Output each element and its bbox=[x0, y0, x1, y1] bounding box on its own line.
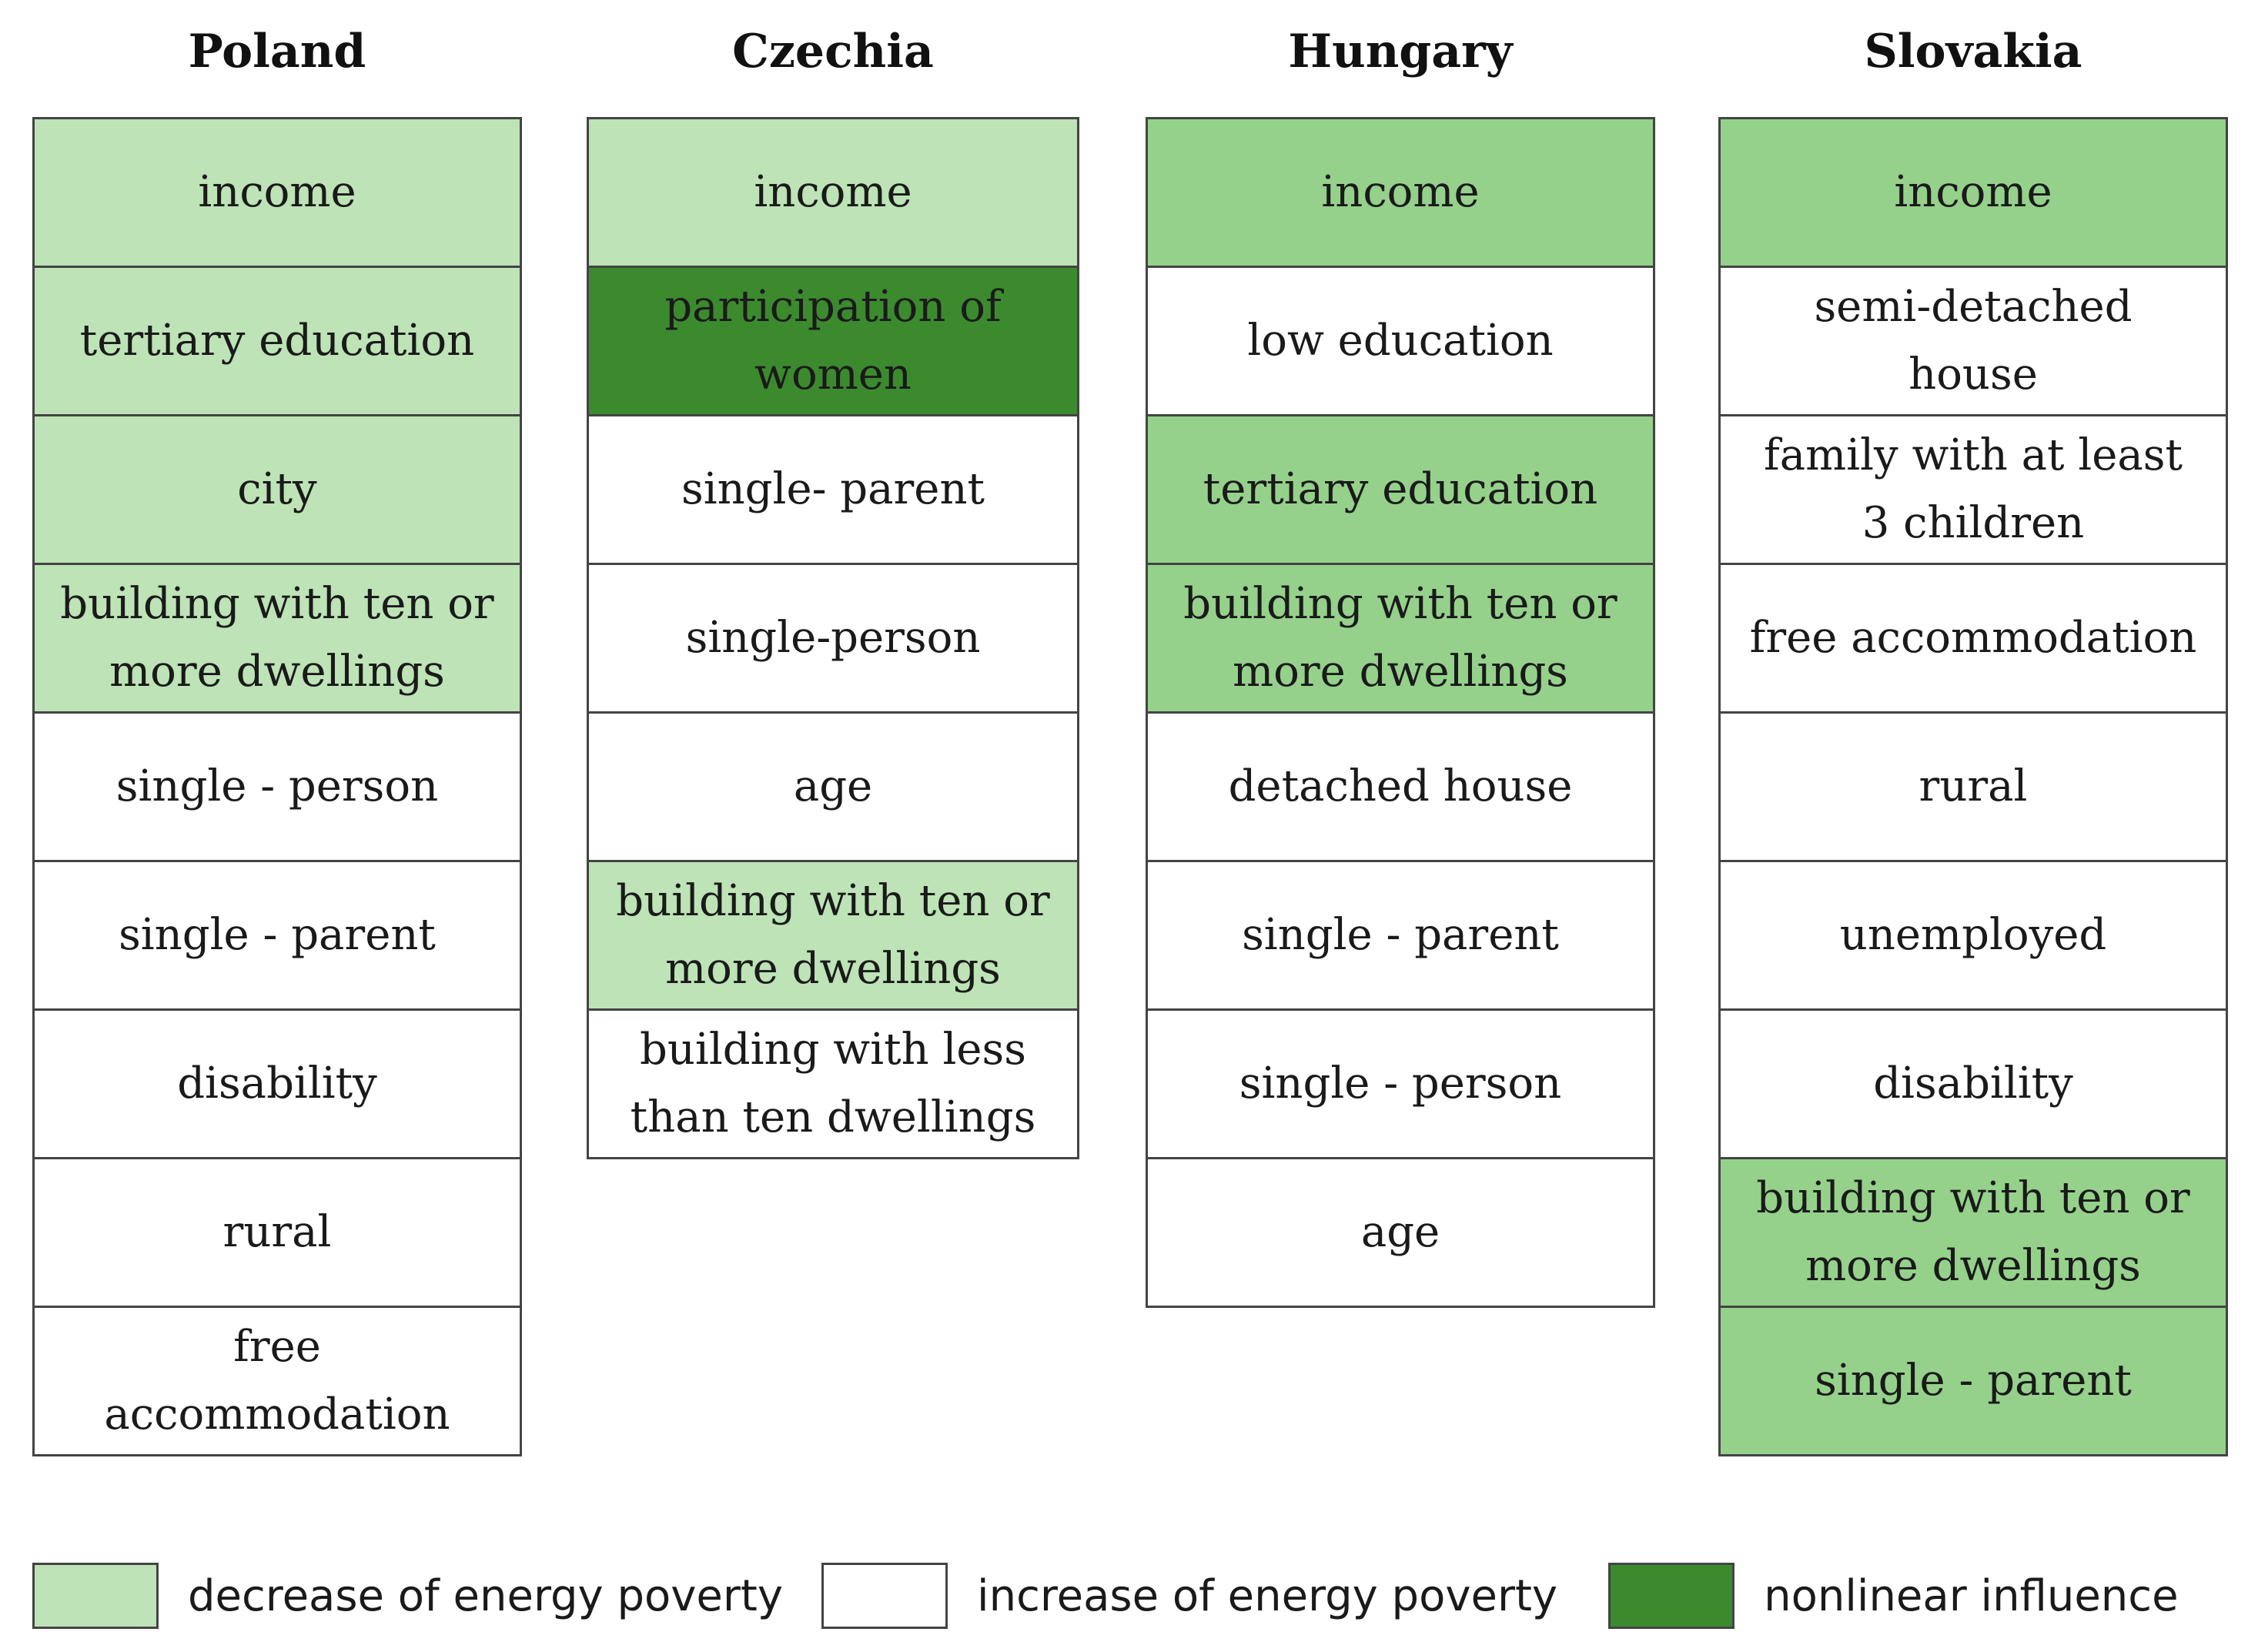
country-title-hungary: Hungary bbox=[1288, 25, 1513, 79]
factor-cell: single - person bbox=[35, 714, 520, 862]
column-hungary bbox=[1146, 117, 1655, 1308]
factor-cell: single- parent bbox=[589, 416, 1077, 565]
legend-item-nonlinear bbox=[1608, 1563, 2178, 1629]
factor-cell: disability bbox=[1721, 1011, 2226, 1159]
factor-cell: participation of women bbox=[589, 268, 1077, 416]
legend-item-decrease bbox=[32, 1563, 783, 1629]
factor-cell: building with ten or more dwellings bbox=[1148, 565, 1653, 714]
factor-cell: semi-detached house bbox=[1721, 268, 2226, 416]
factor-cell: building with ten or more dwellings bbox=[1721, 1159, 2226, 1308]
country-title-slovakia: Slovakia bbox=[1864, 25, 2082, 79]
factor-cell: family with at least 3 children bbox=[1721, 416, 2226, 565]
factor-cell: age bbox=[1148, 1159, 1653, 1308]
factor-cell: income bbox=[35, 119, 520, 268]
factor-cell: unemployed bbox=[1721, 862, 2226, 1011]
column-czechia bbox=[587, 117, 1079, 1159]
legend-swatch-decrease bbox=[32, 1563, 159, 1629]
factor-cell: single - parent bbox=[35, 862, 520, 1011]
factor-cell: income bbox=[1148, 119, 1653, 268]
factor-cell: free accommodation bbox=[1721, 565, 2226, 714]
factor-cell: building with ten or more dwellings bbox=[35, 565, 520, 714]
country-title-poland: Poland bbox=[188, 25, 366, 79]
factor-cell: low education bbox=[1148, 268, 1653, 416]
factor-cell: age bbox=[589, 714, 1077, 862]
factor-cell: tertiary education bbox=[1148, 416, 1653, 565]
column-poland bbox=[32, 117, 522, 1456]
factor-cell: tertiary education bbox=[35, 268, 520, 416]
factor-cell: building with ten or more dwellings bbox=[589, 862, 1077, 1011]
column-slovakia bbox=[1718, 117, 2228, 1456]
factor-cell: rural bbox=[1721, 714, 2226, 862]
legend-swatch-nonlinear bbox=[1608, 1563, 1735, 1629]
factor-cell: building with less than ten dwellings bbox=[589, 1011, 1077, 1159]
legend-swatch-increase bbox=[821, 1563, 948, 1629]
factor-cell: single - person bbox=[1148, 1011, 1653, 1159]
factor-cell: income bbox=[589, 119, 1077, 268]
legend-label-decrease: decrease of energy poverty bbox=[188, 1570, 784, 1621]
factor-cell: rural bbox=[35, 1159, 520, 1308]
legend-label-increase: increase of energy poverty bbox=[977, 1570, 1558, 1621]
factor-cell: city bbox=[35, 416, 520, 565]
factor-cell: income bbox=[1721, 119, 2226, 268]
factor-cell: single-person bbox=[589, 565, 1077, 714]
legend-label-nonlinear: nonlinear influence bbox=[1764, 1570, 2179, 1621]
factor-cell: detached house bbox=[1148, 714, 1653, 862]
legend bbox=[32, 1563, 2179, 1629]
factor-cell: single - parent bbox=[1721, 1308, 2226, 1456]
legend-item-increase bbox=[821, 1563, 1557, 1629]
factor-cell: single - parent bbox=[1148, 862, 1653, 1011]
factor-cell: free accommodation bbox=[35, 1308, 520, 1456]
country-title-czechia: Czechia bbox=[732, 25, 934, 79]
factor-cell: disability bbox=[35, 1011, 520, 1159]
